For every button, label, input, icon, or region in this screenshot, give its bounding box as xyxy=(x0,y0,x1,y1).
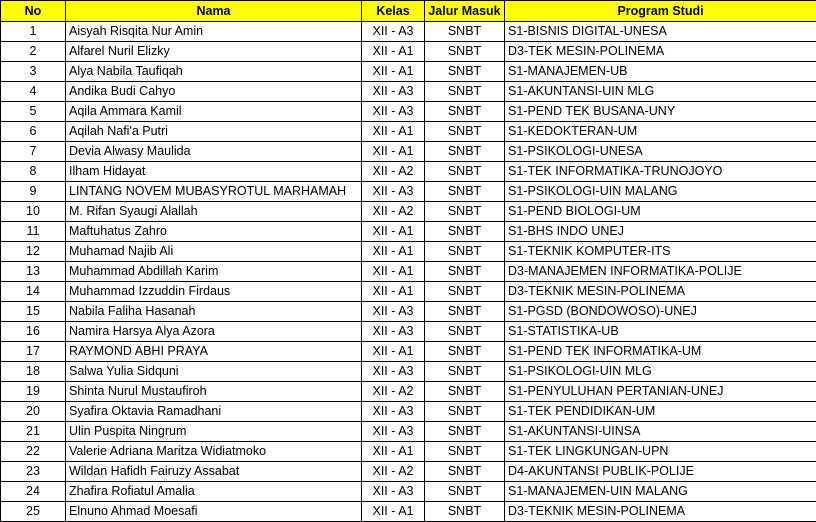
cell-program-studi[interactable]: S1-MANAJEMEN-UB xyxy=(505,62,816,82)
cell-nama[interactable]: M. Rifan Syaugi Alallah xyxy=(66,202,362,222)
table-row xyxy=(1,222,816,242)
table-row xyxy=(1,142,816,162)
cell-nama[interactable]: Ulin Puspita Ningrum xyxy=(66,422,362,442)
cell-jalur-masuk[interactable]: SNBT xyxy=(425,182,505,202)
cell-program-studi[interactable]: S1-TEK PENDIDIKAN-UM xyxy=(505,402,816,422)
cell-kelas[interactable]: XII - A1 xyxy=(362,62,425,82)
table-row xyxy=(1,302,816,322)
cell-program-studi[interactable]: S1-PEND TEK INFORMATIKA-UM xyxy=(505,342,816,362)
cell-no[interactable]: 12 xyxy=(1,242,66,262)
cell-kelas[interactable]: XII - A3 xyxy=(362,422,425,442)
cell-kelas[interactable]: XII - A1 xyxy=(362,222,425,242)
cell-kelas[interactable]: XII - A3 xyxy=(362,322,425,342)
cell-kelas[interactable]: XII - A1 xyxy=(362,122,425,142)
cell-kelas[interactable]: XII - A1 xyxy=(362,442,425,462)
cell-no[interactable]: 19 xyxy=(1,382,66,402)
table-row xyxy=(1,322,816,342)
table-row xyxy=(1,82,816,102)
cell-kelas[interactable]: XII - A2 xyxy=(362,462,425,482)
cell-program-studi[interactable]: S1-TEK LINGKUNGAN-UPN xyxy=(505,442,816,462)
table-row xyxy=(1,162,816,182)
table-row xyxy=(1,62,816,82)
header-program-studi[interactable]: Program Studi xyxy=(505,1,816,22)
cell-nama[interactable]: Muhammad Abdillah Karim xyxy=(66,262,362,282)
cell-program-studi[interactable]: S1-PEND BIOLOGI-UM xyxy=(505,202,816,222)
cell-jalur-masuk[interactable]: SNBT xyxy=(425,342,505,362)
cell-kelas[interactable]: XII - A1 xyxy=(362,282,425,302)
cell-kelas[interactable]: XII - A1 xyxy=(362,502,425,522)
cell-nama[interactable]: Andika Budi Cahyo xyxy=(66,82,362,102)
cell-jalur-masuk[interactable]: SNBT xyxy=(425,202,505,222)
table-row xyxy=(1,282,816,302)
cell-nama[interactable]: Elnuno Ahmad Moesafi xyxy=(66,502,362,522)
cell-program-studi[interactable]: S1-PGSD (BONDOWOSO)-UNEJ xyxy=(505,302,816,322)
cell-nama[interactable]: Namira Harsya Alya Azora xyxy=(66,322,362,342)
cell-jalur-masuk[interactable]: SNBT xyxy=(425,502,505,522)
cell-kelas[interactable]: XII - A3 xyxy=(362,482,425,502)
cell-kelas[interactable]: XII - A1 xyxy=(362,42,425,62)
table-row xyxy=(1,22,816,42)
cell-jalur-masuk[interactable]: SNBT xyxy=(425,142,505,162)
cell-program-studi[interactable]: S1-TEKNIK KOMPUTER-ITS xyxy=(505,242,816,262)
cell-no[interactable]: 13 xyxy=(1,262,66,282)
cell-program-studi[interactable]: S1-PSIKOLOGI-UNESA xyxy=(505,142,816,162)
cell-kelas[interactable]: XII - A3 xyxy=(362,362,425,382)
table-row xyxy=(1,262,816,282)
header-row xyxy=(1,1,816,22)
table-row xyxy=(1,482,816,502)
cell-program-studi[interactable]: S1-BISNIS DIGITAL-UNESA xyxy=(505,22,816,42)
cell-no[interactable]: 11 xyxy=(1,222,66,242)
cell-kelas[interactable]: XII - A1 xyxy=(362,142,425,162)
cell-nama[interactable]: Aisyah Risqita Nur Amin xyxy=(66,22,362,42)
table-row xyxy=(1,382,816,402)
table-row xyxy=(1,442,816,462)
cell-no[interactable]: 10 xyxy=(1,202,66,222)
cell-no[interactable]: 21 xyxy=(1,422,66,442)
cell-no[interactable]: 5 xyxy=(1,102,66,122)
header-nama[interactable]: Nama xyxy=(66,1,362,22)
cell-no[interactable]: 9 xyxy=(1,182,66,202)
header-kelas[interactable]: Kelas xyxy=(362,1,425,22)
cell-nama[interactable]: Syafira Oktavia Ramadhani xyxy=(66,402,362,422)
cell-program-studi[interactable]: D3-TEKNIK MESIN-POLINEMA xyxy=(505,502,816,522)
cell-program-studi[interactable]: S1-AKUNTANSI-UINSA xyxy=(505,422,816,442)
table-row xyxy=(1,342,816,362)
cell-jalur-masuk[interactable]: SNBT xyxy=(425,122,505,142)
cell-nama[interactable]: RAYMOND ABHI PRAYA xyxy=(66,342,362,362)
cell-nama[interactable]: Maftuhatus Zahro xyxy=(66,222,362,242)
cell-nama[interactable]: Muhammad Izzuddin Firdaus xyxy=(66,282,362,302)
cell-program-studi[interactable]: S1-PSIKOLOGI-UIN MALANG xyxy=(505,182,816,202)
cell-program-studi[interactable]: S1-BHS INDO UNEJ xyxy=(505,222,816,242)
table-row xyxy=(1,242,816,262)
cell-jalur-masuk[interactable]: SNBT xyxy=(425,42,505,62)
cell-jalur-masuk[interactable]: SNBT xyxy=(425,242,505,262)
cell-no[interactable]: 7 xyxy=(1,142,66,162)
cell-nama[interactable]: Zhafira Rofiatul Amalia xyxy=(66,482,362,502)
cell-jalur-masuk[interactable]: SNBT xyxy=(425,82,505,102)
cell-jalur-masuk[interactable]: SNBT xyxy=(425,382,505,402)
cell-nama[interactable]: Devia Alwasy Maulida xyxy=(66,142,362,162)
cell-kelas[interactable]: XII - A2 xyxy=(362,202,425,222)
cell-kelas[interactable]: XII - A1 xyxy=(362,262,425,282)
table-row xyxy=(1,42,816,62)
cell-nama[interactable]: Shinta Nurul Mustaufiroh xyxy=(66,382,362,402)
cell-nama[interactable]: Aqila Ammara Kamil xyxy=(66,102,362,122)
cell-no[interactable]: 23 xyxy=(1,462,66,482)
cell-jalur-masuk[interactable]: SNBT xyxy=(425,362,505,382)
table-row xyxy=(1,462,816,482)
cell-kelas[interactable]: XII - A3 xyxy=(362,302,425,322)
cell-no[interactable]: 25 xyxy=(1,502,66,522)
cell-nama[interactable]: Muhamad Najib Ali xyxy=(66,242,362,262)
cell-jalur-masuk[interactable]: SNBT xyxy=(425,62,505,82)
cell-no[interactable]: 24 xyxy=(1,482,66,502)
cell-nama[interactable]: Nabila Faliha Hasanah xyxy=(66,302,362,322)
cell-kelas[interactable]: XII - A3 xyxy=(362,82,425,102)
header-no[interactable]: No xyxy=(1,1,66,22)
cell-nama[interactable]: Alya Nabila Taufiqah xyxy=(66,62,362,82)
cell-kelas[interactable]: XII - A3 xyxy=(362,102,425,122)
cell-no[interactable]: 1 xyxy=(1,22,66,42)
cell-no[interactable]: 18 xyxy=(1,362,66,382)
cell-jalur-masuk[interactable]: SNBT xyxy=(425,222,505,242)
cell-kelas[interactable]: XII - A1 xyxy=(362,342,425,362)
cell-jalur-masuk[interactable]: SNBT xyxy=(425,22,505,42)
cell-kelas[interactable]: XII - A2 xyxy=(362,382,425,402)
cell-no[interactable]: 22 xyxy=(1,442,66,462)
cell-jalur-masuk[interactable]: SNBT xyxy=(425,482,505,502)
cell-no[interactable]: 17 xyxy=(1,342,66,362)
cell-jalur-masuk[interactable]: SNBT xyxy=(425,102,505,122)
table-row xyxy=(1,502,816,522)
cell-program-studi[interactable]: D3-TEKNIK MESIN-POLINEMA xyxy=(505,282,816,302)
cell-jalur-masuk[interactable]: SNBT xyxy=(425,322,505,342)
cell-jalur-masuk[interactable]: SNBT xyxy=(425,442,505,462)
table-row xyxy=(1,422,816,442)
cell-nama[interactable]: Wildan Hafidh Fairuzy Assabat xyxy=(66,462,362,482)
cell-program-studi[interactable]: S1-TEK INFORMATIKA-TRUNOJOYO xyxy=(505,162,816,182)
cell-jalur-masuk[interactable]: SNBT xyxy=(425,282,505,302)
cell-no[interactable]: 15 xyxy=(1,302,66,322)
cell-kelas[interactable]: XII - A3 xyxy=(362,22,425,42)
cell-kelas[interactable]: XII - A1 xyxy=(362,242,425,262)
cell-no[interactable]: 8 xyxy=(1,162,66,182)
cell-program-studi[interactable]: S1-STATISTIKA-UB xyxy=(505,322,816,342)
cell-jalur-masuk[interactable]: SNBT xyxy=(425,162,505,182)
cell-no[interactable]: 16 xyxy=(1,322,66,342)
cell-no[interactable]: 2 xyxy=(1,42,66,62)
table-row xyxy=(1,102,816,122)
table-row xyxy=(1,402,816,422)
table-row xyxy=(1,362,816,382)
table-row xyxy=(1,182,816,202)
cell-kelas[interactable]: XII - A3 xyxy=(362,402,425,422)
cell-no[interactable]: 20 xyxy=(1,402,66,422)
table-row xyxy=(1,122,816,142)
cell-nama[interactable]: Salwa Yulia Sidquni xyxy=(66,362,362,382)
cell-no[interactable]: 4 xyxy=(1,82,66,102)
header-jalur-masuk[interactable]: Jalur Masuk xyxy=(425,1,505,22)
cell-no[interactable]: 14 xyxy=(1,282,66,302)
cell-jalur-masuk[interactable]: SNBT xyxy=(425,302,505,322)
cell-nama[interactable]: Ilham Hidayat xyxy=(66,162,362,182)
cell-program-studi[interactable]: S1-KEDOKTERAN-UM xyxy=(505,122,816,142)
cell-program-studi[interactable]: S1-AKUNTANSI-UIN MLG xyxy=(505,82,816,102)
cell-program-studi[interactable]: D3-TEK MESIN-POLINEMA xyxy=(505,42,816,62)
cell-kelas[interactable]: XII - A3 xyxy=(362,182,425,202)
cell-program-studi[interactable]: S1-MANAJEMEN-UIN MALANG xyxy=(505,482,816,502)
cell-jalur-masuk[interactable]: SNBT xyxy=(425,422,505,442)
cell-nama[interactable]: Valerie Adriana Maritza Widiatmoko xyxy=(66,442,362,462)
cell-jalur-masuk[interactable]: SNBT xyxy=(425,402,505,422)
table-row xyxy=(1,202,816,222)
cell-program-studi[interactable]: S1-PSIKOLOGI-UIN MLG xyxy=(505,362,816,382)
cell-program-studi[interactable]: D3-MANAJEMEN INFORMATIKA-POLIJE xyxy=(505,262,816,282)
cell-kelas[interactable]: XII - A2 xyxy=(362,162,425,182)
cell-nama[interactable]: Aqilah Nafi'a Putri xyxy=(66,122,362,142)
cell-jalur-masuk[interactable]: SNBT xyxy=(425,462,505,482)
cell-program-studi[interactable]: S1-PENYULUHAN PERTANIAN-UNEJ xyxy=(505,382,816,402)
cell-program-studi[interactable]: D4-AKUNTANSI PUBLIK-POLIJE xyxy=(505,462,816,482)
cell-jalur-masuk[interactable]: SNBT xyxy=(425,262,505,282)
cell-no[interactable]: 6 xyxy=(1,122,66,142)
table-body xyxy=(1,22,816,522)
cell-nama[interactable]: LINTANG NOVEM MUBASYROTUL MARHAMAH xyxy=(66,182,362,202)
cell-no[interactable]: 3 xyxy=(1,62,66,82)
cell-nama[interactable]: Alfarel Nuril Elizky xyxy=(66,42,362,62)
cell-program-studi[interactable]: S1-PEND TEK BUSANA-UNY xyxy=(505,102,816,122)
